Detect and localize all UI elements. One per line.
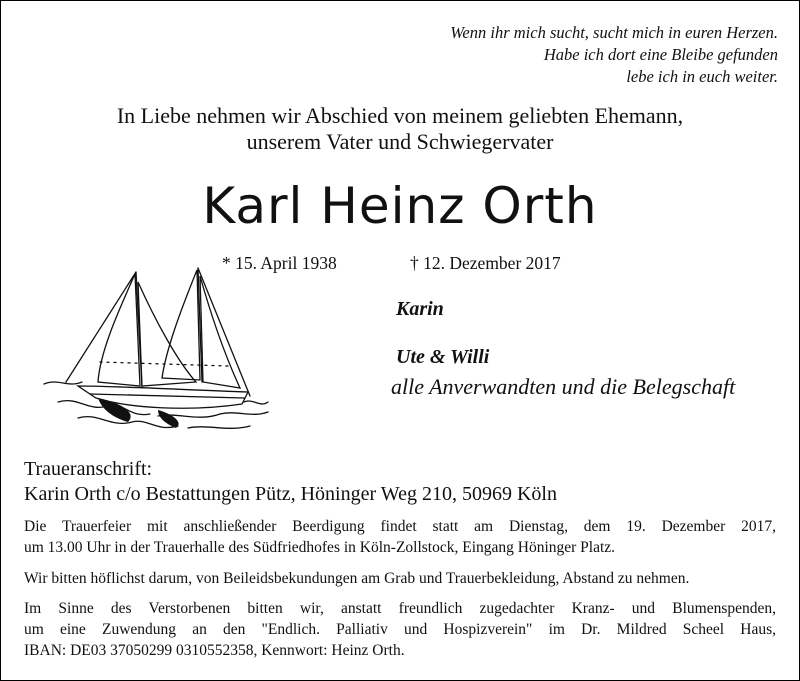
donation-line: IBAN: DE03 37050299 0310552358, Kennwort: Heinz Orth.	[24, 642, 405, 659]
mourner-ute-willi: Ute & Willi	[396, 346, 490, 368]
poem-line: Habe ich dort eine Bleibe gefunden	[543, 45, 778, 64]
condolence-notice	[24, 568, 776, 589]
address-value: Karin Orth c/o Bestattungen Pütz, Höninger Weg 210, 50969 Köln	[24, 483, 557, 505]
intro-line: unserem Vater und Schwiegervater	[246, 129, 554, 154]
death-date: † 12. Dezember 2017	[410, 253, 561, 273]
funeral-line: Die Trauerfeier mit anschließender Beerdigung findet statt am Dienstag, dem 19. Dezember 2017,	[24, 518, 776, 535]
donation-notice	[24, 598, 776, 661]
funeral-line: um 13.00 Uhr in der Trauerhalle des Südfriedhofes in Köln-Zollstock, Eingang Höninger Platz.	[24, 539, 616, 556]
mourner-relatives: alle Anverwandten und die Belegschaft	[391, 374, 736, 399]
condolence-line: Wir bitten höflichst darum, von Beileidsbekundungen am Grab und Trauerbekleidung, Abstand zu nehmen.	[24, 570, 690, 587]
birth-date: * 15. April 1938	[222, 253, 337, 273]
sailboat-icon	[38, 262, 270, 438]
poem-line: Wenn ihr mich sucht, sucht mich in euren Herzen.	[450, 23, 778, 42]
intro-line: In Liebe nehmen wir Abschied von meinem geliebten Ehemann,	[116, 103, 684, 128]
deceased-name: Karl Heinz Orth	[202, 177, 598, 235]
poem	[450, 22, 778, 88]
poem-line: lebe ich in euch weiter.	[626, 67, 778, 86]
funeral-notice	[24, 516, 776, 558]
mourner-karin: Karin	[396, 298, 444, 320]
address-label: Traueranschrift:	[24, 458, 153, 480]
donation-line: um eine Zuwendung an den "Endlich. Palliativ und Hospizverein" im Dr. Mildred Scheel Haus,	[24, 621, 776, 638]
donation-line: Im Sinne des Verstorbenen bitten wir, anstatt freundlich zugedachter Kranz- und Blumenspenden,	[24, 600, 776, 617]
intro-text	[0, 103, 800, 155]
